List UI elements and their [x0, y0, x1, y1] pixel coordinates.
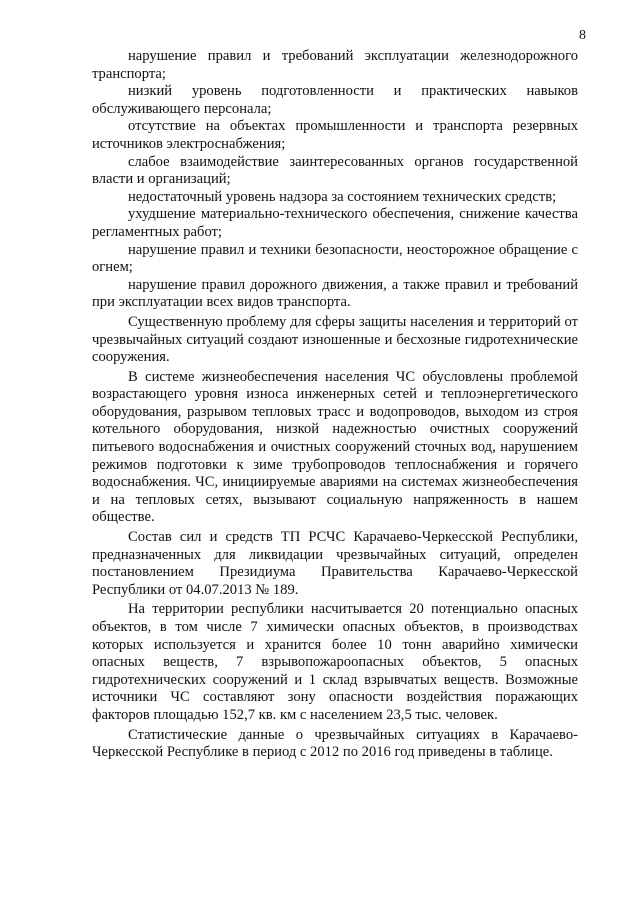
document-body [92, 48, 578, 762]
paragraph: Существенную проблему для сферы защиты населения и территорий от чрезвычайных ситуаций создают изношенные и бесхозные гидротехнические сооружения. [92, 313, 578, 366]
list-item: нарушение правил дорожного движения, а также правил и требований при эксплуатации всех видов транспорта. [92, 276, 578, 311]
list-item: отсутствие на объектах промышленности и транспорта резервных источников электроснабжения; [92, 118, 578, 152]
list-item: ухудшение материально-технического обеспечения, снижение качества регламентных работ; [92, 206, 578, 240]
list-item: нарушение правил и требований эксплуатации железнодорожного транспорта; [92, 48, 578, 82]
list-item: низкий уровень подготовленности и практических навыков обслуживающего персонала; [92, 83, 578, 117]
paragraph: На территории республики насчитывается 20 потенциально опасных объектов, в том числе 7 химически опасных объектов, в производствах которых используется и хранится более 10 тонн аварийно химически опасных веществ, 7 взрывопожароопасных объектов, 5 опасных гидротехнических сооружений и 1 склад взрывчатых веществ. Возможные источники ЧС составляют зону опасности воздействия поражающих факторов площадью 152,7 кв. км с населением 23,5 тыс. человек. [92, 601, 578, 723]
list-item: недостаточный уровень надзора за состоянием технических средств; [128, 188, 557, 205]
list-item: нарушение правил и техники безопасности, неосторожное обращение с огнем; [92, 241, 578, 276]
paragraph: В системе жизнеобеспечения населения ЧС обусловлены проблемой возрастающего уровня износа инженерных сетей и теплоэнергетического оборудования, разрывом тепловых трасс и водопроводов, выходом из строя котельного оборудования, низкой надежностью очистных сооружений питьевого водоснабжения и очистных сооружений сточных вод, нарушением режимов подготовки к зиме трубопроводов теплоснабжения и горячего водоснабжения. ЧС, инициируемые авариями на системах жизнеобеспечения и на тепловых сетях, вызывают социальную напряженность в нашем обществе. [92, 368, 578, 526]
paragraph: Состав сил и средств ТП РСЧС Карачаево-Черкесской Республики, предназначенных для ликвидации чрезвычайных ситуаций, определен постановлением Президиума Правительства Карачаево-Черкесской Республики от 04.07.2013 № 189. [92, 529, 578, 598]
list-item: слабое взаимодействие заинтересованных органов государственной власти и организаций; [92, 153, 578, 188]
paragraph: Статистические данные о чрезвычайных ситуациях в Карачаево-Черкесской Республике в период с 2012 по 2016 год приведены в таблице. [92, 726, 578, 761]
page-number: 8 [579, 28, 586, 43]
